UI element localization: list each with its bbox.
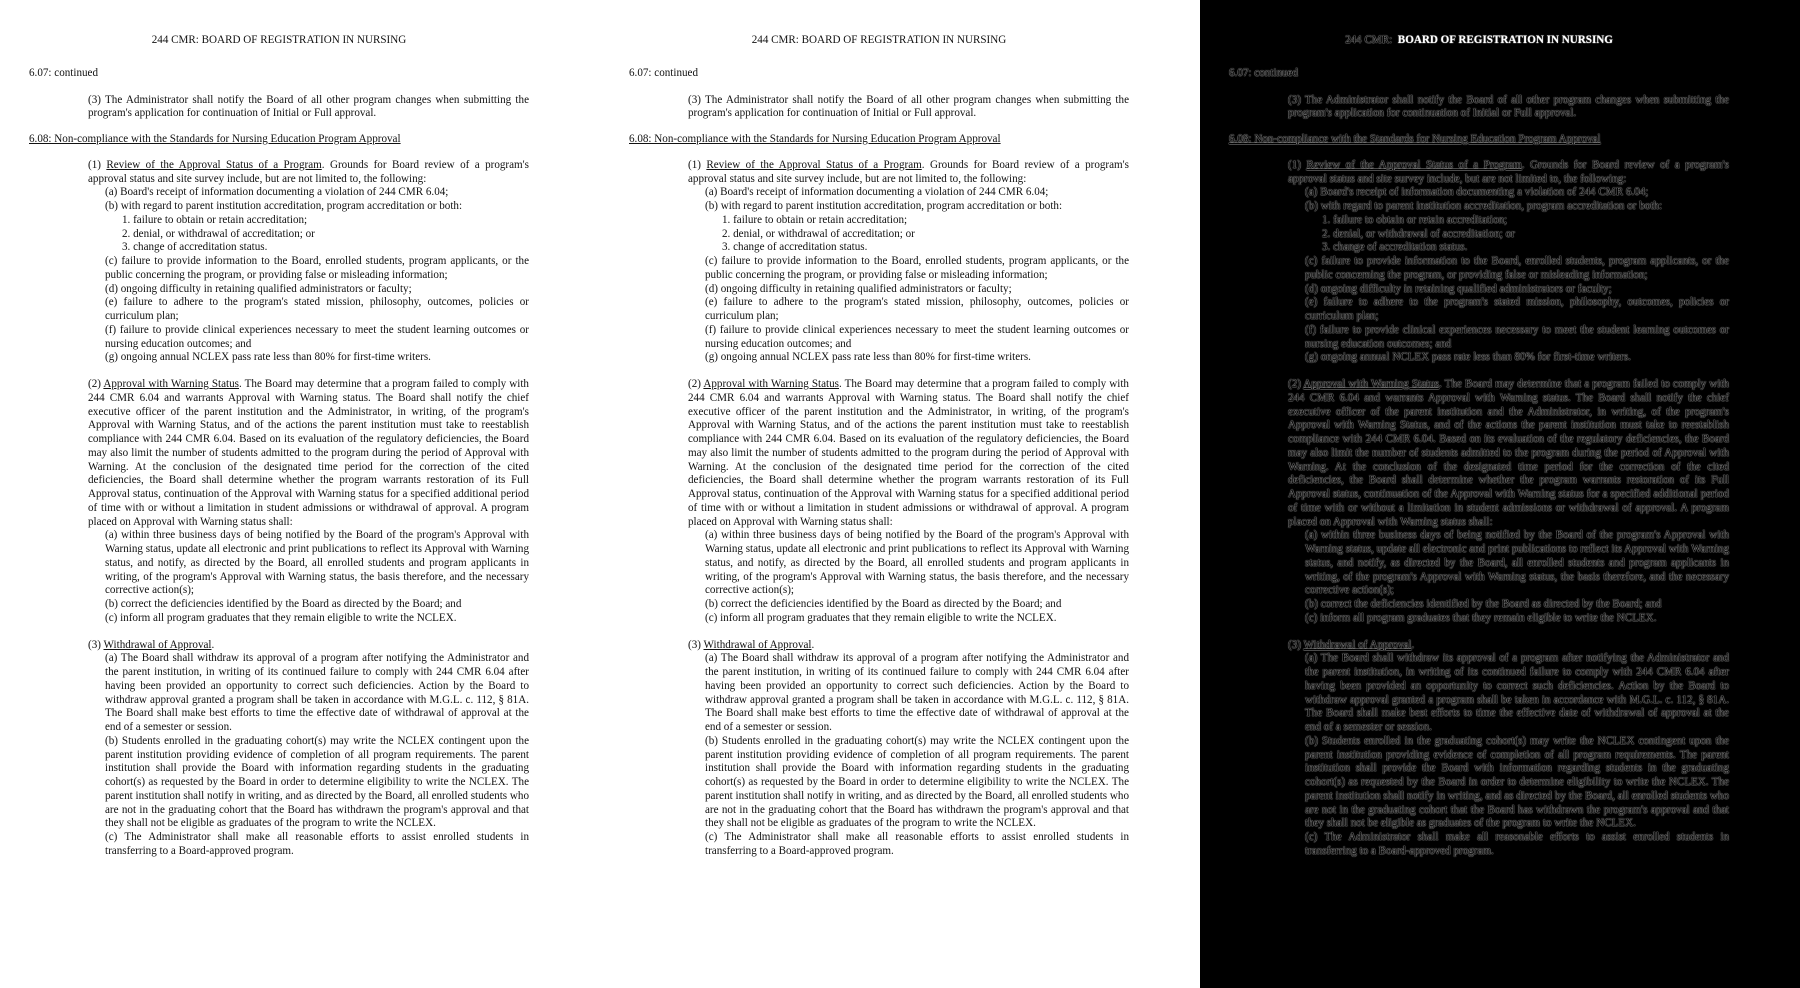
page-header: 244 CMR: BOARD OF REGISTRATION IN NURSING	[751, 34, 1007, 46]
page-content	[629, 34, 1129, 859]
page-header	[1229, 34, 1729, 48]
s2-body-text: . The Board may determine that a program failed to comply with 244 CMR 6.04 and warrants Approval with Warning status. The Board shall notify the chief executive officer of the parent institution and the Administrator, in writing, of the program's Approval with Warning Status, and of the actions the parent institution must take to reestablish compliance with 244 CMR 6.04. Based on its evaluation of the regulatory deficiencies, the Board may also limit the number of students admitted to the program during the period of Approval with Warning. At the conclusion of the designated time period for the correction of the cited deficiencies, the Board shall determine whether the program warrants restoration of its Full Approval status, continuation of the Approval with Warning status for a specified additional period of time with or without a limitation in student admissions or withdrawal of approval. A program placed on Approval with Warning status shall:	[88, 378, 529, 528]
s3-number: (3)	[688, 638, 704, 651]
s1-item-c: (c) failure to provide information to the Board, enrolled students, program applicants, or the public concerning the program, or providing false or misleading information;	[1305, 255, 1729, 281]
s1-intro-text: . Grounds for Board review of a program's approval status and site survey include, but are not limited to, the following:	[88, 158, 529, 185]
s1-item-b3: 3. change of accreditation status.	[722, 241, 868, 254]
s1-item-b: (b) with regard to parent institution accreditation, program accreditation or both:	[705, 200, 1063, 212]
s2-item-a: (a) within three business days of being notified by the Board of the program's Approval with Warning status, update all electronic and print publications to reflect its Approval with Warning status, and notify, as directed by the Board, all enrolled students and program applicants in writing, of the program's Approval with Warning status, the basis therefore, and the necessary corrective action(s);	[705, 529, 1129, 597]
s1-item-c: (c) failure to provide information to the Board, enrolled students, program applicants, or the public concerning the program, or providing false or misleading information;	[705, 255, 1129, 281]
s1-item-b: (b) with regard to parent institution accreditation, program accreditation or both:	[105, 200, 463, 212]
s2-body	[29, 378, 529, 529]
s3-item-a: (a) The Board shall withdraw its approval of a program after notifying the Administrator and the parent institution, in writing of its continued failure to comply with 244 CMR 6.04 after having been provided an opportunity to correct such deficiencies. Action by the Board to withdraw approval granted a program shall be taken in accordance with M.G.L. c. 112, § 81A. The Board shall make best efforts to time the effective date of withdrawal of approval at the end of a semester or session.	[1305, 652, 1729, 733]
section-608-heading: 6.08: Non-compliance with the Standards for Nursing Education Program Approval	[1229, 133, 1601, 145]
s2-item-b: (b) correct the deficiencies identified by the Board as directed by the Board; and	[1305, 598, 1662, 610]
s2-number: (2)	[1288, 378, 1304, 390]
s3-item-a: (a) The Board shall withdraw its approval of a program after notifying the Administrator and the parent institution, in writing of its continued failure to comply with 244 CMR 6.04 after having been provided an opportunity to correct such deficiencies. Action by the Board to withdraw approval granted a program shall be taken in accordance with M.G.L. c. 112, § 81A. The Board shall make best efforts to time the effective date of withdrawal of approval at the end of a semester or session.	[105, 652, 529, 733]
s3-title: Withdrawal of Approval	[1303, 638, 1412, 651]
s3-dot: .	[211, 638, 215, 651]
s1-item-e: (e) failure to adhere to the program's stated mission, philosophy, outcomes, policies or curriculum plan;	[1305, 296, 1729, 322]
s2-body	[629, 378, 1129, 529]
s1-intro-text: . Grounds for Board review of a program's approval status and site survey include, but are not limited to, the following:	[1288, 158, 1729, 185]
s1-intro	[1229, 159, 1729, 187]
s1-item-a: (a) Board's receipt of information documenting a violation of 244 CMR 6.04;	[705, 186, 1049, 199]
s3-number: (3)	[88, 638, 104, 651]
page-content	[29, 34, 529, 859]
s1-title: Review of the Approval Status of a Program	[1306, 158, 1522, 171]
s3-item-c: (c) The Administrator shall make all reasonable efforts to assist enrolled students in transferring to a Board-approved program.	[1305, 831, 1729, 857]
s3-heading	[629, 639, 1129, 653]
paragraph-607-3: (3) The Administrator shall notify the Board of all other program changes when submitting the program's application for continuation of Initial or Full approval.	[1288, 93, 1729, 120]
s2-number: (2)	[688, 378, 704, 390]
s3-item-b: (b) Students enrolled in the graduating cohort(s) may write the NCLEX contingent upon the parent institution providing evidence of completion of all program requirements. The parent institution shall provide the Board with information regarding students in the graduating cohort(s) as requested by the Board in order to determine eligibility to write the NCLEX. The parent institution shall notify in writing, and as directed by the Board, all enrolled students who are not in the graduating cohort that the Board has withdrawn the program's approval and that they shall not be eligible as graduates of the program to write the NCLEX.	[105, 734, 529, 830]
s2-title: Approval with Warning Status	[103, 378, 239, 390]
s2-item-c: (c) inform all program graduates that they remain eligible to write the NCLEX.	[705, 611, 1057, 624]
s1-item-d: (d) ongoing difficulty in retaining qualified administrators or faculty;	[105, 282, 412, 295]
header-board: BOARD OF REGISTRATION IN NURSING	[1397, 34, 1613, 46]
s2-number: (2)	[88, 378, 104, 390]
s1-item-e: (e) failure to adhere to the program's stated mission, philosophy, outcomes, policies or curriculum plan;	[105, 296, 529, 322]
section-608-heading: 6.08: Non-compliance with the Standards for Nursing Education Program Approval	[629, 133, 1001, 145]
s1-item-e: (e) failure to adhere to the program's stated mission, philosophy, outcomes, policies or curriculum plan;	[705, 296, 1129, 322]
s1-item-f: (f) failure to provide clinical experiences necessary to meet the student learning outcomes or nursing education outcomes; and	[1305, 323, 1729, 350]
s1-title: Review of the Approval Status of a Program	[706, 158, 922, 171]
document-page-copy	[600, 0, 1200, 988]
s1-item-a: (a) Board's receipt of information documenting a violation of 244 CMR 6.04;	[105, 186, 449, 199]
s1-number: (1)	[88, 158, 107, 171]
s1-item-g: (g) ongoing annual NCLEX pass rate less than 80% for first-time writers.	[105, 351, 431, 364]
s1-item-b1: 1. failure to obtain or retain accreditation;	[122, 213, 308, 226]
s2-body	[1229, 378, 1729, 529]
s3-title: Withdrawal of Approval	[103, 638, 212, 651]
s3-title: Withdrawal of Approval	[703, 638, 812, 651]
s3-heading	[29, 639, 529, 653]
header-cmr: 244 CMR:	[1345, 34, 1393, 46]
s1-item-d: (d) ongoing difficulty in retaining qualified administrators or faculty;	[705, 282, 1012, 295]
s1-item-b2: 2. denial, or withdrawal of accreditation; or	[122, 227, 315, 240]
s1-item-d: (d) ongoing difficulty in retaining qualified administrators or faculty;	[1305, 282, 1612, 295]
s3-item-b: (b) Students enrolled in the graduating cohort(s) may write the NCLEX contingent upon the parent institution providing evidence of completion of all program requirements. The parent institution shall provide the Board with information regarding students in the graduating cohort(s) as requested by the Board in order to determine eligibility to write the NCLEX. The parent institution shall notify in writing, and as directed by the Board, all enrolled students who are not in the graduating cohort that the Board has withdrawn the program's approval and that they shall not be eligible as graduates of the program to write the NCLEX.	[705, 734, 1129, 830]
document-page-inverted	[1200, 0, 1800, 988]
s1-intro	[629, 159, 1129, 187]
s3-dot: .	[811, 638, 815, 651]
s2-title: Approval with Warning Status	[703, 378, 839, 390]
s3-item-c: (c) The Administrator shall make all reasonable efforts to assist enrolled students in transferring to a Board-approved program.	[105, 831, 529, 857]
page-content	[1229, 34, 1729, 859]
s1-item-g: (g) ongoing annual NCLEX pass rate less than 80% for first-time writers.	[705, 351, 1031, 364]
s1-number: (1)	[1288, 158, 1307, 171]
s3-item-b: (b) Students enrolled in the graduating cohort(s) may write the NCLEX contingent upon the parent institution providing evidence of completion of all program requirements. The parent institution shall provide the Board with information regarding students in the graduating cohort(s) as requested by the Board in order to determine eligibility to write the NCLEX. The parent institution shall notify in writing, and as directed by the Board, all enrolled students who are not in the graduating cohort that the Board has withdrawn the program's approval and that they shall not be eligible as graduates of the program to write the NCLEX.	[1305, 734, 1729, 830]
s1-intro-text: . Grounds for Board review of a program's approval status and site survey include, but are not limited to, the following:	[688, 158, 1129, 185]
document-page-original	[0, 0, 600, 988]
continued-label: 6.07: continued	[1229, 66, 1299, 79]
continued-label: 6.07: continued	[29, 66, 99, 79]
s1-item-b3: 3. change of accreditation status.	[122, 241, 268, 254]
s2-item-b: (b) correct the deficiencies identified by the Board as directed by the Board; and	[105, 598, 462, 610]
s1-item-f: (f) failure to provide clinical experiences necessary to meet the student learning outcomes or nursing education outcomes; and	[105, 323, 529, 350]
s2-item-c: (c) inform all program graduates that they remain eligible to write the NCLEX.	[1305, 611, 1657, 624]
s2-item-c: (c) inform all program graduates that they remain eligible to write the NCLEX.	[105, 611, 457, 624]
s3-dot: .	[1411, 638, 1415, 651]
s3-number: (3)	[1288, 638, 1304, 651]
s1-title: Review of the Approval Status of a Program	[106, 158, 322, 171]
s3-item-c: (c) The Administrator shall make all reasonable efforts to assist enrolled students in transferring to a Board-approved program.	[705, 831, 1129, 857]
s2-item-a: (a) within three business days of being notified by the Board of the program's Approval with Warning status, update all electronic and print publications to reflect its Approval with Warning status, and notify, as directed by the Board, all enrolled students and program applicants in writing, of the program's Approval with Warning status, the basis therefore, and the necessary corrective action(s);	[105, 529, 529, 597]
paragraph-607-3: (3) The Administrator shall notify the Board of all other program changes when submitting the program's application for continuation of Initial or Full approval.	[688, 93, 1129, 120]
s1-item-b3: 3. change of accreditation status.	[1322, 241, 1468, 254]
s1-item-g: (g) ongoing annual NCLEX pass rate less than 80% for first-time writers.	[1305, 351, 1631, 364]
s1-item-c: (c) failure to provide information to the Board, enrolled students, program applicants, or the public concerning the program, or providing false or misleading information;	[105, 255, 529, 281]
s1-item-b1: 1. failure to obtain or retain accreditation;	[1322, 213, 1508, 226]
s1-item-b1: 1. failure to obtain or retain accreditation;	[722, 213, 908, 226]
s1-number: (1)	[688, 158, 707, 171]
s1-item-f: (f) failure to provide clinical experiences necessary to meet the student learning outcomes or nursing education outcomes; and	[705, 323, 1129, 350]
s2-body-text: . The Board may determine that a program failed to comply with 244 CMR 6.04 and warrants Approval with Warning status. The Board shall notify the chief executive officer of the parent institution and the Administrator, in writing, of the program's Approval with Warning Status, and of the actions the parent institution must take to reestablish compliance with 244 CMR 6.04. Based on its evaluation of the regulatory deficiencies, the Board may also limit the number of students admitted to the program during the period of Approval with Warning. At the conclusion of the designated time period for the correction of the cited deficiencies, the Board shall determine whether the program warrants restoration of its Full Approval status, continuation of the Approval with Warning status for a specified additional period of time with or without a limitation in student admissions or withdrawal of approval. A program placed on Approval with Warning status shall:	[1288, 378, 1729, 528]
s1-intro	[29, 159, 529, 187]
s1-item-b2: 2. denial, or withdrawal of accreditation; or	[722, 227, 915, 240]
s3-heading	[1229, 639, 1729, 653]
s2-item-b: (b) correct the deficiencies identified by the Board as directed by the Board; and	[705, 598, 1062, 610]
s2-title: Approval with Warning Status	[1303, 378, 1439, 390]
s1-item-b: (b) with regard to parent institution accreditation, program accreditation or both:	[1305, 200, 1663, 212]
s3-item-a: (a) The Board shall withdraw its approval of a program after notifying the Administrator and the parent institution, in writing of its continued failure to comply with 244 CMR 6.04 after having been provided an opportunity to correct such deficiencies. Action by the Board to withdraw approval granted a program shall be taken in accordance with M.G.L. c. 112, § 81A. The Board shall make best efforts to time the effective date of withdrawal of approval at the end of a semester or session.	[705, 652, 1129, 733]
section-608-heading: 6.08: Non-compliance with the Standards for Nursing Education Program Approval	[29, 133, 401, 145]
s2-item-a: (a) within three business days of being notified by the Board of the program's Approval with Warning status, update all electronic and print publications to reflect its Approval with Warning status, and notify, as directed by the Board, all enrolled students and program applicants in writing, of the program's Approval with Warning status, the basis therefore, and the necessary corrective action(s);	[1305, 529, 1729, 597]
s1-item-b2: 2. denial, or withdrawal of accreditation; or	[1322, 227, 1515, 240]
page-header: 244 CMR: BOARD OF REGISTRATION IN NURSING	[151, 34, 407, 46]
s2-body-text: . The Board may determine that a program failed to comply with 244 CMR 6.04 and warrants Approval with Warning status. The Board shall notify the chief executive officer of the parent institution and the Administrator, in writing, of the program's Approval with Warning Status, and of the actions the parent institution must take to reestablish compliance with 244 CMR 6.04. Based on its evaluation of the regulatory deficiencies, the Board may also limit the number of students admitted to the program during the period of Approval with Warning. At the conclusion of the designated time period for the correction of the cited deficiencies, the Board shall determine whether the program warrants restoration of its Full Approval status, continuation of the Approval with Warning status for a specified additional period of time with or without a limitation in student admissions or withdrawal of approval. A program placed on Approval with Warning status shall:	[688, 378, 1129, 528]
continued-label: 6.07: continued	[629, 66, 699, 79]
s1-item-a: (a) Board's receipt of information documenting a violation of 244 CMR 6.04;	[1305, 186, 1649, 199]
paragraph-607-3: (3) The Administrator shall notify the Board of all other program changes when submitting the program's application for continuation of Initial or Full approval.	[88, 93, 529, 120]
